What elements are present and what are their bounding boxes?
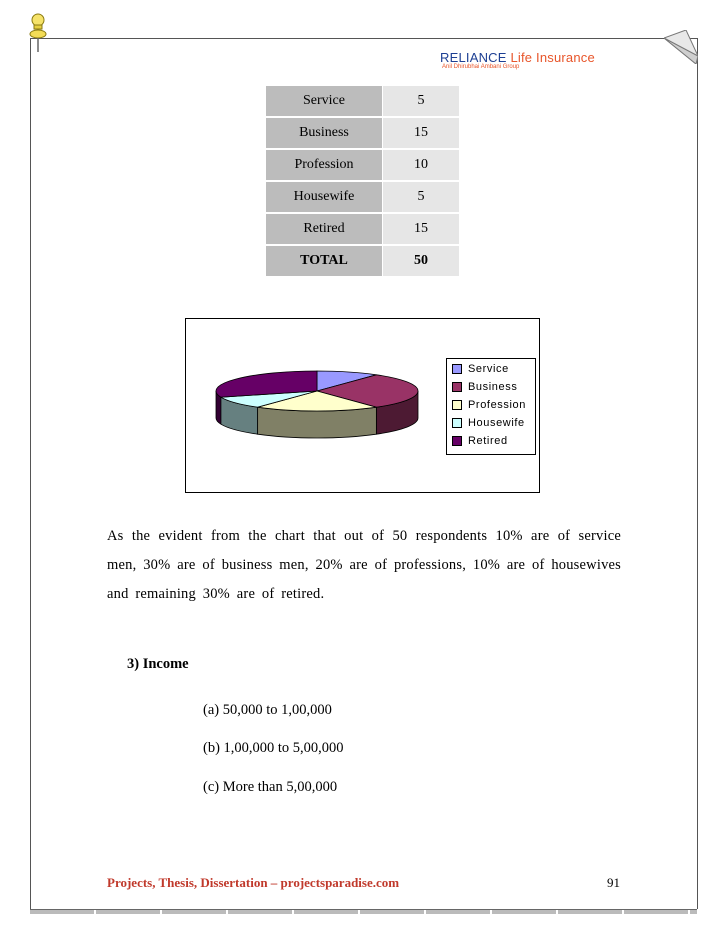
legend-swatch: [452, 364, 462, 374]
legend-item: [447, 378, 535, 396]
pushpin-icon: [26, 12, 50, 54]
logo-brand: RELIANCE: [440, 50, 507, 65]
logo-group: Anil Dhirubhai Ambani Group: [442, 64, 520, 70]
legend-swatch: [452, 418, 462, 428]
table-total-row: [266, 246, 459, 276]
table-row: [266, 86, 459, 116]
legend-item: [447, 360, 535, 378]
income-option: (b) 1,00,000 to 5,00,000: [203, 740, 344, 756]
table-cell-value: 5: [382, 86, 459, 116]
legend-item: [447, 396, 535, 414]
table-row: [266, 182, 459, 212]
table-row: [266, 150, 459, 180]
occupation-table: [266, 84, 459, 278]
income-option: (c) More than 5,00,000: [203, 779, 338, 795]
legend-item: [447, 414, 535, 432]
table-cell-value: 10: [382, 150, 459, 180]
table-cell-value: 5: [382, 182, 459, 212]
pie-slice-side-profession: [258, 407, 377, 438]
legend-label: Profession: [468, 399, 526, 411]
table-cell-value: 15: [382, 214, 459, 244]
legend-swatch: [452, 382, 462, 392]
table-cell-label: Business: [266, 118, 382, 148]
table-cell-label: Housewife: [266, 182, 382, 212]
page-bottom-edge: [30, 909, 697, 914]
logo-life-insurance: Life Insurance: [510, 50, 595, 65]
company-logo: [440, 50, 640, 76]
page-curl-icon: [664, 30, 698, 64]
legend-label: Retired: [468, 435, 508, 447]
footer-text: Projects, Thesis, Dissertation – projectsparadise.com: [107, 875, 400, 890]
legend-swatch: [452, 436, 462, 446]
legend-label: Service: [468, 363, 509, 375]
table-total-value: 50: [382, 246, 459, 276]
table-cell-label: Retired: [266, 214, 382, 244]
chart-legend: [446, 358, 536, 455]
table-cell-value: 15: [382, 118, 459, 148]
table-row: [266, 214, 459, 244]
analysis-paragraph: As the evident from the chart that out of 50 respondents 10% are of service men, 30% are of business men, 20% are of professions, 10% are of housewives and remaining 30% are of retired.: [107, 528, 621, 602]
legend-label: Business: [468, 381, 518, 393]
page-number: 91: [607, 875, 620, 890]
section-heading: 3) Income: [127, 656, 189, 672]
legend-item: [447, 432, 535, 450]
table-row: [266, 118, 459, 148]
table-total-label: TOTAL: [266, 246, 382, 276]
legend-label: Housewife: [468, 417, 525, 429]
income-option: (a) 50,000 to 1,00,000: [203, 702, 332, 718]
table-cell-label: Service: [266, 86, 382, 116]
table-cell-label: Profession: [266, 150, 382, 180]
legend-swatch: [452, 400, 462, 410]
